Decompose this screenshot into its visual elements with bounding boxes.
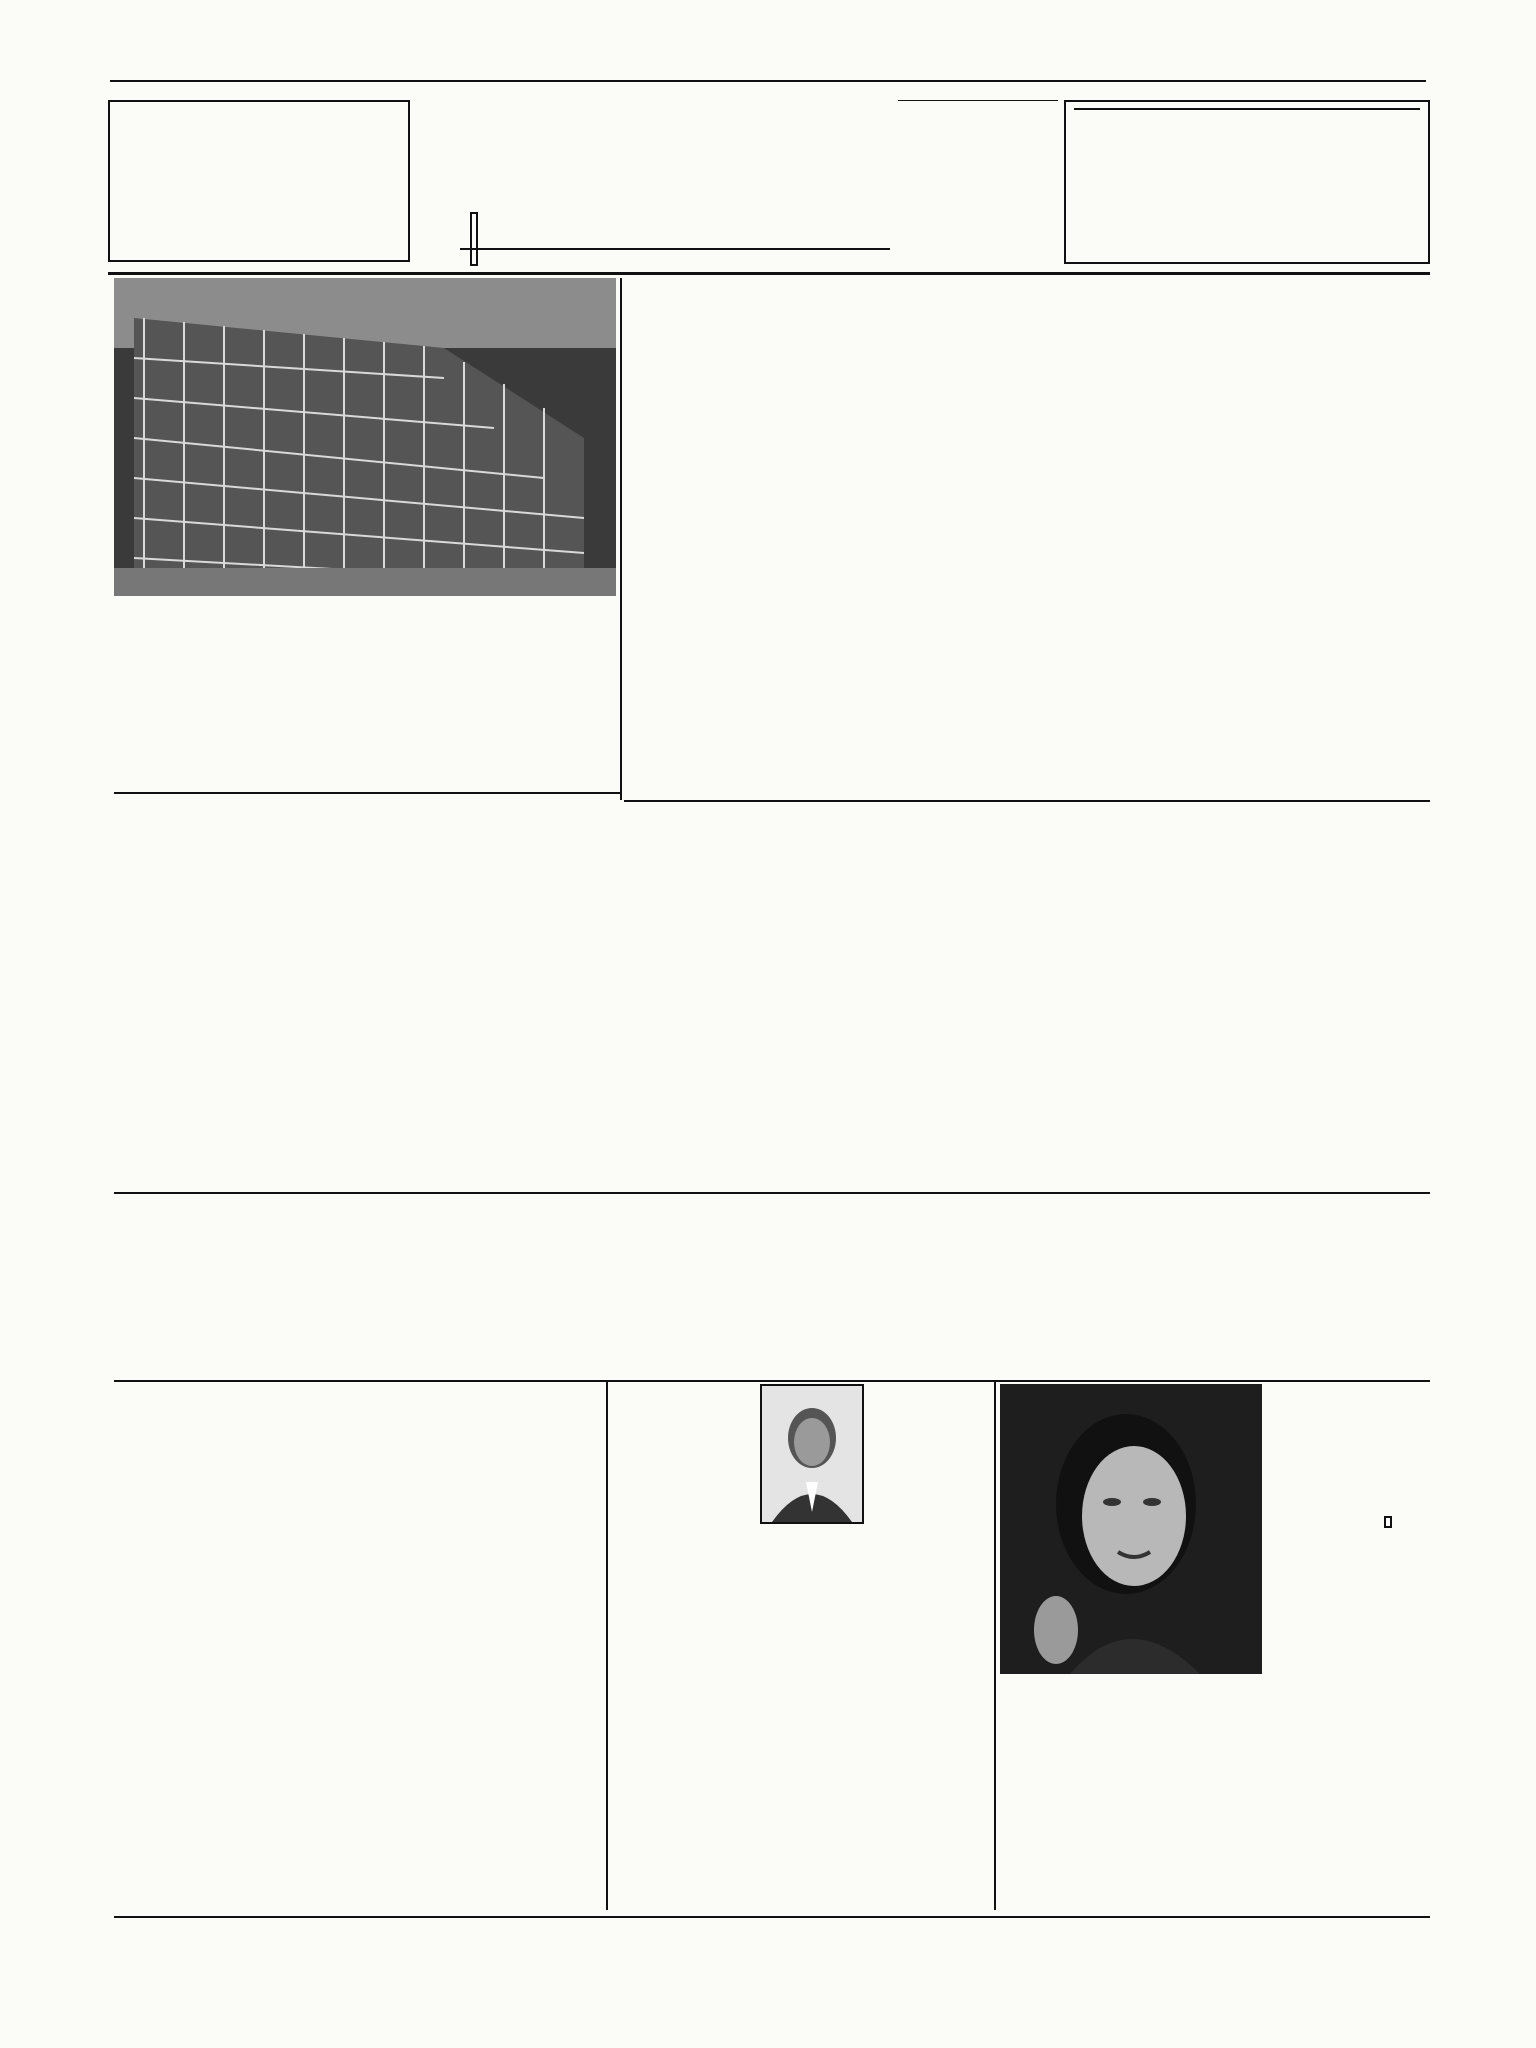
housing-col-3 — [214, 800, 390, 1200]
photo-nonomiya — [760, 1384, 864, 1524]
rule-tier-1 — [624, 800, 1430, 802]
ad-hostess-club — [108, 100, 410, 262]
housing-col-4 — [394, 800, 618, 1200]
middle-col-3 — [930, 1200, 1076, 1376]
top-story-col-7 — [1034, 806, 1228, 1186]
publisher-phone-2 — [898, 98, 1058, 101]
publisher-block — [898, 98, 1058, 270]
scaffolding-illustration — [114, 278, 616, 596]
ad-sun-tagline — [1074, 106, 1420, 110]
nonomiya-col-1 — [610, 1384, 756, 1546]
top-story-col-6 — [1232, 806, 1428, 1186]
top-story-col-10 — [702, 806, 776, 1186]
top-story-col-9 — [780, 806, 900, 1186]
top-story-col-2 — [1120, 292, 1190, 792]
masthead-rule — [460, 248, 890, 250]
nonomiya-col-5 — [774, 1680, 924, 1910]
seiryu-col-1 — [1332, 1680, 1428, 1910]
header-bottom-rule — [108, 272, 1430, 275]
seiryu-title — [1384, 1516, 1392, 1528]
kaji-fest-col-3 — [444, 1384, 604, 1674]
middle-col-1 — [1244, 1200, 1428, 1376]
top-rule — [110, 80, 1426, 82]
rule-tier-2 — [114, 1192, 1430, 1194]
rule-middle-right — [994, 1380, 996, 1910]
katari-col-1 — [1268, 1450, 1364, 1676]
masthead-weekly-note — [470, 212, 478, 266]
housing-col-5 — [114, 1200, 354, 1376]
rule-middle-left — [606, 1380, 608, 1910]
top-story-col-11 — [626, 806, 698, 1186]
ad-sun-kikaku — [1064, 100, 1430, 264]
kaji-fest-col-1 — [130, 1384, 240, 1674]
top-story-col-3 — [864, 282, 1114, 802]
middle-col-5 — [610, 1200, 798, 1376]
kaji-fest-col-2 — [290, 1384, 440, 1674]
rule-housing — [114, 792, 620, 794]
nonomiya-col-6 — [928, 1680, 984, 1910]
middle-col-4 — [802, 1200, 926, 1376]
middle-col-2 — [1080, 1200, 1240, 1376]
rule-photo-right — [620, 278, 622, 800]
portrait-numata — [1000, 1384, 1262, 1674]
nonomiya-col-3 — [752, 1552, 872, 1676]
katari-col-4 — [1218, 1680, 1328, 1910]
top-story-col-8 — [904, 806, 1030, 1186]
katari-col-3 — [1000, 1680, 1214, 1910]
nonomiya-col-2 — [610, 1552, 750, 1676]
housing-col-1 — [520, 612, 618, 788]
top-story-col-1 — [1196, 292, 1226, 792]
housing-col-2 — [114, 800, 210, 1200]
photo-housing-construction — [114, 278, 616, 596]
top-story-col-4 — [770, 282, 860, 802]
rule-tier-4 — [114, 1916, 1430, 1918]
top-story-col-5 — [626, 282, 766, 802]
nonomiya-col-4 — [610, 1680, 770, 1910]
rule-tier-3 — [114, 1380, 1430, 1382]
photo-numata — [1000, 1384, 1262, 1674]
katari-col-2 — [1368, 1450, 1428, 1676]
portrait-silhouette — [762, 1386, 862, 1522]
